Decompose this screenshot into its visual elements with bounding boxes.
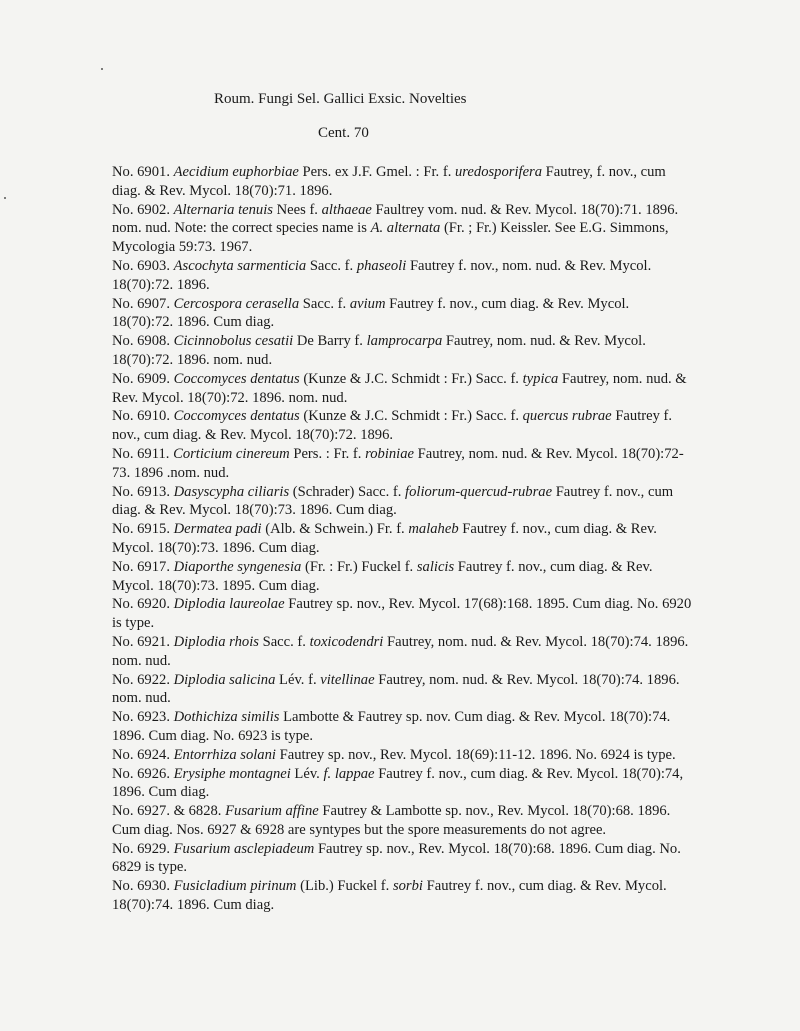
entry-number: No. 6929. — [112, 840, 170, 857]
entry-text: (Fr. : Fr.) Fuckel f. — [301, 558, 417, 575]
species-name: Fusarium asclepiadeum — [173, 840, 315, 857]
species-name: Dasyscypha ciliaris — [173, 483, 290, 500]
species-name: Fusicladium pirinum — [173, 878, 297, 895]
species-name: Entorrhiza solani — [173, 746, 276, 763]
list-item — [112, 671, 692, 709]
scan-speck — [101, 68, 103, 70]
species-name: Alternaria tenuis — [173, 201, 273, 218]
entry-text: Fautrey f. nov., cum diag. & Rev. Mycol. 18(70):74, 1896. Cum diag. — [112, 765, 684, 801]
entry-number: No. 6926. — [112, 765, 170, 782]
species-name: Erysiphe montagnei — [173, 765, 291, 782]
form-name: avium — [349, 295, 386, 312]
entry-text: Nees f. — [272, 201, 322, 218]
form-name: vitellinae — [320, 671, 375, 688]
century-label: Cent. 70 — [318, 125, 369, 141]
list-item — [112, 483, 692, 521]
entry-text: Sacc. f. — [299, 295, 350, 312]
entry-number: No. 6908. — [112, 333, 170, 350]
list-item — [112, 558, 692, 596]
form-name: lamprocarpa — [366, 333, 443, 350]
entry-text: Fautrey, f. nov., cum diag. & Rev. Mycol. 18(70):71. 1896. — [112, 164, 666, 199]
species-name: Aecidium euphorbiae — [173, 164, 299, 180]
entry-text: Lambotte & Fautrey sp. nov. Cum diag. & Rev. Mycol. 18(70):74. 1896. Cum diag. No. 6923 is type. — [112, 709, 671, 744]
list-item — [112, 163, 692, 201]
entry-text: De Barry f. — [293, 333, 367, 350]
form-name: uredosporifera — [455, 164, 543, 180]
entry-text: Fautrey f. nov., nom. nud. & Rev. Mycol. 18(70):72. 1896. — [112, 257, 652, 293]
entry-number: No. 6909. — [112, 370, 174, 387]
list-item — [112, 370, 692, 408]
entry-text: Lév. — [290, 765, 324, 782]
entry-text: Fautrey f. nov., cum diag. & Rev. Mycol. 18(70):73. 1896. Cum diag. — [112, 483, 674, 519]
list-item — [112, 802, 692, 840]
entry-number: No. 6924. — [112, 746, 170, 763]
entry-number: No. 6923. — [112, 709, 170, 726]
form-name: typica — [522, 370, 559, 387]
species-name: Diaporthe syngenesia — [173, 558, 302, 575]
entry-number: No. 6927. & 6828. — [112, 803, 222, 820]
list-item — [112, 595, 692, 633]
entry-text: Fautrey, nom. nud. & Rev. Mycol. 18(70):72. 1896. nom. nud. — [112, 333, 646, 368]
entry-text: Sacc. f. — [258, 633, 310, 650]
entry-number: No. 6915. — [112, 521, 170, 538]
list-item — [112, 765, 692, 803]
species-name: Ascochyta sarmenticia — [173, 257, 307, 274]
entry-text: Fautrey f. nov., cum diag. & Rev. Mycol. 18(70):73. 1895. Cum diag. — [112, 558, 653, 594]
entry-text: Fautrey sp. nov., Rev. Mycol. 17(68):168. 1895. Cum diag. No. 6920 is type. — [112, 596, 692, 632]
list-item — [112, 257, 692, 295]
entry-number: No. 6907. — [112, 295, 170, 312]
entry-text: (Kunze & J.C. Schmidt : Fr.) Sacc. f. — [299, 408, 523, 425]
entry-number: No. 6917. — [112, 558, 170, 575]
entry-number: No. 6903. — [112, 257, 170, 274]
scan-speck — [4, 197, 6, 199]
list-item — [112, 877, 692, 915]
page-title: Roum. Fungi Sel. Gallici Exsic. Novelties — [214, 91, 467, 107]
entry-text: Fautrey, nom. nud. & Rev. Mycol. 18(70):74. 1896. nom. nud. — [112, 671, 680, 707]
entry-text: Fautrey sp. nov., Rev. Mycol. 18(69):11-12. 1896. No. 6924 is type. — [275, 746, 676, 763]
list-item — [112, 633, 692, 671]
list-item — [112, 708, 692, 746]
entry-number: No. 6910. — [112, 408, 170, 425]
entry-text: Fautrey f. nov., cum diag. & Rev. Mycol. 18(70):73. 1896. Cum diag. — [112, 521, 657, 556]
species-name: Corticium cinereum — [173, 445, 290, 462]
entry-text: (Fr. ; Fr.) Keissler. See E.G. Simmons, Mycologia 59:73. 1967. — [112, 220, 669, 256]
entry-number: No. 6911. — [112, 445, 170, 462]
form-name: foliorum-quercud-rubrae — [405, 483, 553, 500]
list-item — [112, 201, 692, 257]
species-name: Diplodia laureolae — [173, 596, 285, 613]
form-name: robiniae — [365, 445, 415, 462]
entry-text: Fautrey f. nov., cum diag. & Rev. Mycol. 18(70):72. 1896. Cum diag. — [112, 295, 630, 331]
list-item — [112, 445, 692, 483]
species-name: Cicinnobolus cesatii — [173, 333, 294, 350]
entry-text: (Schrader) Sacc. f. — [289, 483, 406, 500]
entry-text: Fautrey f. nov., cum diag. & Rev. Mycol. 18(70):74. 1896. Cum diag. — [112, 878, 667, 914]
list-item — [112, 295, 692, 333]
species-name: Coccomyces dentatus — [173, 408, 300, 425]
form-name: salicis — [416, 558, 455, 575]
species-name: Coccomyces dentatus — [173, 370, 300, 387]
list-item — [112, 840, 692, 878]
entry-number: No. 6901. — [112, 164, 170, 180]
list-item — [112, 746, 692, 765]
species-name: Dothichiza similis — [173, 709, 280, 726]
entry-number: No. 6913. — [112, 483, 174, 500]
species-name: A. alternata — [370, 220, 441, 237]
entry-text: (Alb. & Schwein.) Fr. f. — [261, 521, 409, 538]
entry-text: (Kunze & J.C. Schmidt : Fr.) Sacc. f. — [299, 370, 523, 387]
form-name: phaseoli — [356, 257, 407, 274]
entry-text: Faultrey vom. nud. & Rev. Mycol. 18(70):71. 1896. nom. nud. Note: the correct species name is — [112, 201, 679, 237]
entry-text: Fautrey, nom. nud. & Rev. Mycol. 18(70):74. 1896. nom. nud. — [112, 633, 689, 669]
species-name: Diplodia salicina — [173, 671, 276, 688]
list-item — [112, 332, 692, 370]
entry-text: Fautrey & Lambotte sp. nov., Rev. Mycol. 18(70):68. 1896. Cum diag. Nos. 6927 & 6928 are syntypes but the spore measurements do not agree. — [112, 803, 671, 838]
entry-number: No. 6930. — [112, 878, 170, 895]
species-name: Diplodia rhois — [173, 633, 259, 650]
species-name: Fusarium affine — [225, 803, 319, 820]
form-name: sorbi — [392, 878, 423, 895]
form-name: toxicodendri — [309, 633, 384, 650]
list-item — [112, 407, 692, 445]
species-name: Dermatea padi — [173, 521, 262, 538]
list-item — [112, 520, 692, 558]
entry-text: Lév. f. — [275, 671, 321, 688]
entry-number: No. 6922. — [112, 671, 170, 688]
entry-number: No. 6921. — [112, 633, 170, 650]
entry-text: Fautrey, nom. nud. & Rev. Mycol. 18(70):72. 1896. nom. nud. — [112, 370, 687, 406]
form-name: quercus rubrae — [522, 408, 612, 425]
entry-text: (Lib.) Fuckel f. — [296, 878, 393, 895]
form-name: althaeae — [321, 201, 372, 218]
form-name: malaheb — [408, 521, 459, 538]
entry-text: Fautrey f. nov., cum diag. & Rev. Mycol. 18(70):72. 1896. — [112, 408, 673, 444]
species-name: Cercospora cerasella — [173, 295, 300, 312]
entry-text: Sacc. f. — [306, 257, 357, 274]
entry-text: Pers. : Fr. f. — [289, 445, 366, 462]
entry-text: Fautrey, nom. nud. & Rev. Mycol. 18(70):72-73. 1896 .nom. nud. — [112, 445, 684, 481]
entry-list — [112, 163, 692, 915]
entry-text: Fautrey sp. nov., Rev. Mycol. 18(70):68. 1896. Cum diag. No. 6829 is type. — [112, 840, 681, 876]
entry-number: No. 6920. — [112, 596, 170, 613]
form-name: f. lappae — [323, 765, 375, 782]
entry-text: Pers. ex J.F. Gmel. : Fr. f. — [298, 164, 455, 180]
entry-number: No. 6902. — [112, 201, 170, 218]
